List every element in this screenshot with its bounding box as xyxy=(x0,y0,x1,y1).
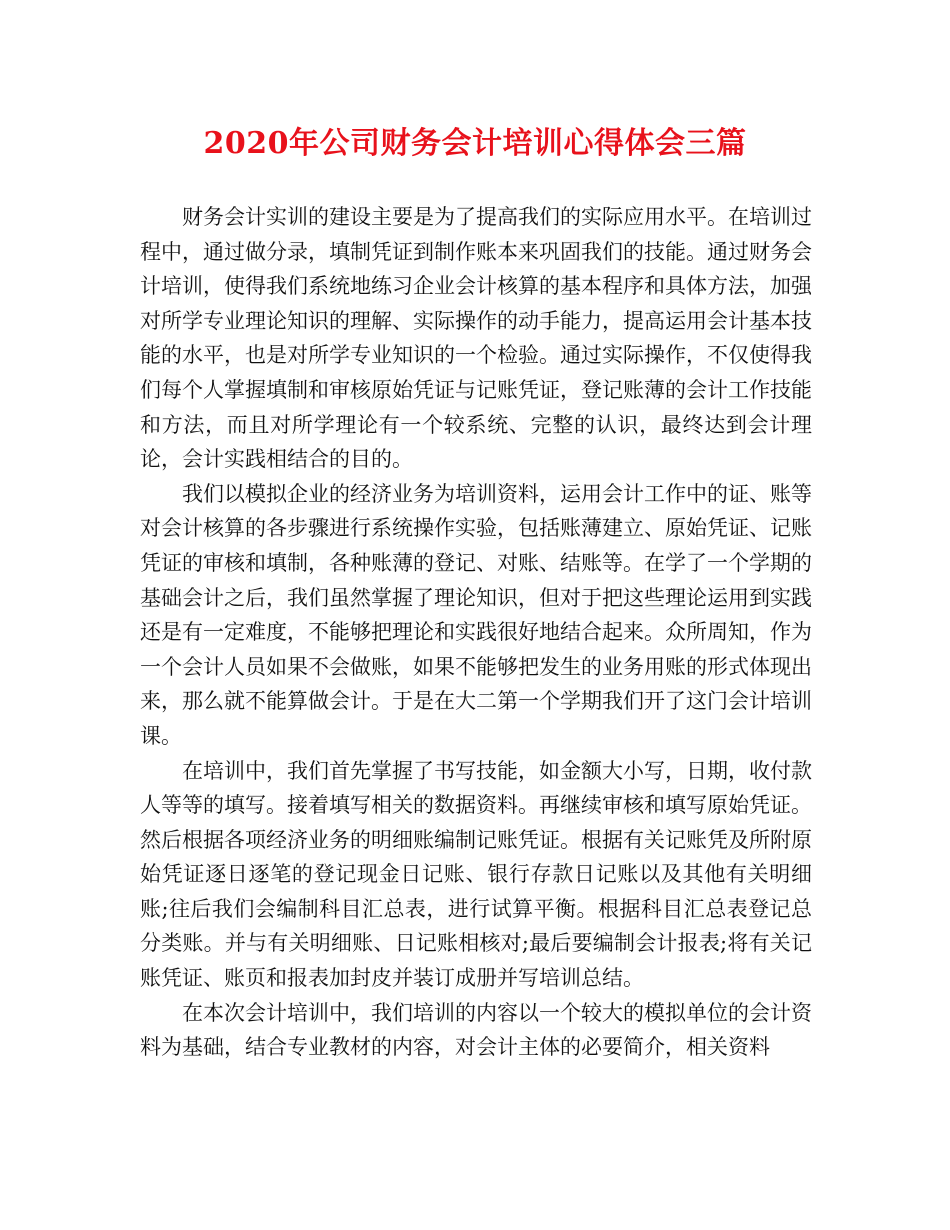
paragraph-1: 财务会计实训的建设主要是为了提高我们的实际应用水平。在培训过程中，通过做分录，填制凭证到制作账本来巩固我们的技能。通过财务会计培训，使得我们系统地练习企业会计核算的基本程序和具体方法，加强对所学专业理论知识的理解、实际操作的动手能力，提高运用会计基本技能的水平，也是对所学专业知识的一个检验。通过实际操作，不仅使得我们每个人掌握填制和审核原始凭证与记账凭证，登记账薄的会计工作技能和方法，而且对所学理论有一个较系统、完整的认识，最终达到会计理论，会计实践相结合的目的。 xyxy=(140,205,812,472)
document-body xyxy=(140,200,812,1065)
document-title: 2020年公司财务会计培训心得体会三篇 xyxy=(203,126,747,161)
paragraph-2: 我们以模拟企业的经济业务为培训资料，运用会计工作中的证、账等对会计核算的各步骤进行系统操作实验，包括账薄建立、原始凭证、记账凭证的审核和填制，各种账薄的登记、对账、结账等。在学了一个学期的基础会计之后，我们虽然掌握了理论知识，但对于把这些理论运用到实践还是有一定难度，不能够把理论和实践很好地结合起来。众所周知，作为一个会计人员如果不会做账，如果不能够把发生的业务用账的形式体现出来，那么就不能算做会计。于是在大二第一个学期我们开了这门会计培训课。 xyxy=(140,481,812,748)
paragraph-4: 在本次会计培训中，我们培训的内容以一个较大的模拟单位的会计资料为基础，结合专业教材的内容，对会计主体的必要简介，相关资料 xyxy=(140,1000,812,1060)
paragraph-3: 在培训中，我们首先掌握了书写技能，如金额大小写，日期，收付款人等等的填写。接着填写相关的数据资料。再继续审核和填写原始凭证。然后根据各项经济业务的明细账编制记账凭证。根据有关记账凭及所附原始凭证逐日逐笔的登记现金日记账、银行存款日记账以及其他有关明细账;往后我们会编制科目汇总表，进行试算平衡。根据科目汇总表登记总分类账。并与有关明细账、日记账相核对;最后要编制会计报表;将有关记账凭证、账页和报表加封皮并装订成册并写培训总结。 xyxy=(140,758,812,991)
